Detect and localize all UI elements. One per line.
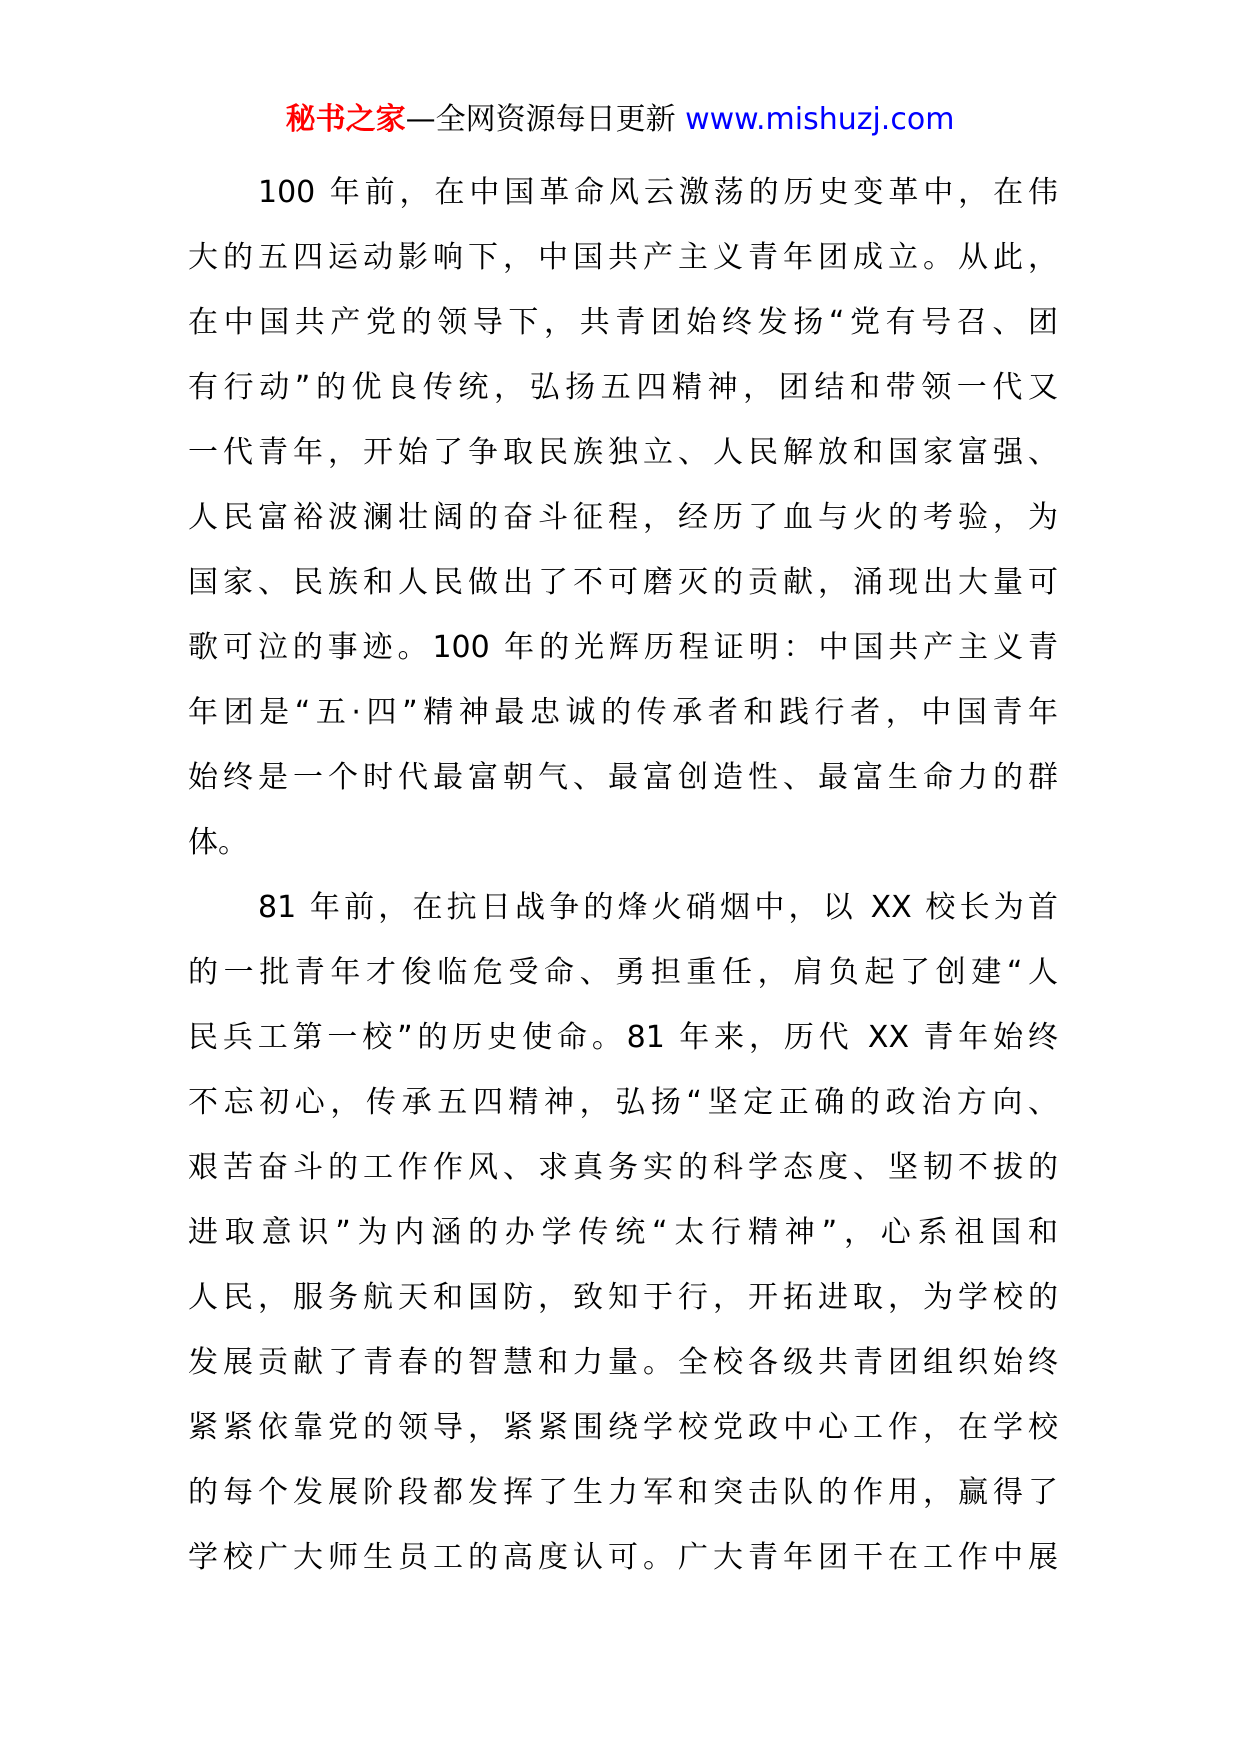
- text-line: 国家、民族和人民做出了不可磨灭的贡献，涌现出大量可: [188, 565, 1058, 600]
- site-brand: 秘书之家: [285, 102, 406, 137]
- text-line: 学校广大师生员工的高度认可。广大青年团干在工作中展: [188, 1540, 1058, 1575]
- text-line: 歌可泣的事迹。100 年的光辉历程证明：中国共产主义青: [188, 630, 1058, 665]
- text-line: 不忘初心，传承五四精神，弘扬“坚定正确的政治方向、: [188, 1085, 1058, 1120]
- text-line: 进取意识”为内涵的办学传统“太行精神”，心系祖国和: [188, 1215, 1058, 1250]
- text-line: 在中国共产党的领导下，共青团始终发扬“党有号召、团: [188, 305, 1058, 340]
- text-line: 有行动”的优良传统，弘扬五四精神，团结和带领一代又: [188, 370, 1058, 405]
- site-header: [0, 98, 1240, 142]
- text-line: 体。: [188, 825, 248, 860]
- site-tagline: —全网资源每日更新: [405, 102, 676, 137]
- document-body: [188, 160, 1058, 1590]
- text-line: 的一批青年才俊临危受命、勇担重任，肩负起了创建“人: [188, 955, 1058, 990]
- text-line: 81 年前，在抗日战争的烽火硝烟中，以 XX 校长为首: [258, 890, 1058, 925]
- text-line: 艰苦奋斗的工作作风、求真务实的科学态度、坚韧不拔的: [188, 1150, 1058, 1185]
- text-line: 的每个发展阶段都发挥了生力军和突击队的作用，赢得了: [188, 1475, 1058, 1510]
- text-line: 年团是“五·四”精神最忠诚的传承者和践行者，中国青年: [188, 695, 1058, 730]
- text-line: 民兵工第一校”的历史使命。81 年来，历代 XX 青年始终: [188, 1020, 1058, 1055]
- site-url[interactable]: www.mishuzj.com: [675, 102, 955, 137]
- text-line: 一代青年，开始了争取民族独立、人民解放和国家富强、: [188, 435, 1058, 470]
- paragraph-2: [188, 875, 1058, 1590]
- text-line: 人民，服务航天和国防，致知于行，开拓进取，为学校的: [188, 1280, 1058, 1315]
- paragraph-1: [188, 160, 1058, 875]
- text-line: 人民富裕波澜壮阔的奋斗征程，经历了血与火的考验，为: [188, 500, 1058, 535]
- text-line: 发展贡献了青春的智慧和力量。全校各级共青团组织始终: [188, 1345, 1058, 1380]
- text-line: 紧紧依靠党的领导，紧紧围绕学校党政中心工作，在学校: [188, 1410, 1058, 1445]
- text-line: 大的五四运动影响下，中国共产主义青年团成立。从此，: [188, 240, 1058, 275]
- text-line: 100 年前，在中国革命风云激荡的历史变革中，在伟: [258, 175, 1058, 210]
- text-line: 始终是一个时代最富朝气、最富创造性、最富生命力的群: [188, 760, 1058, 795]
